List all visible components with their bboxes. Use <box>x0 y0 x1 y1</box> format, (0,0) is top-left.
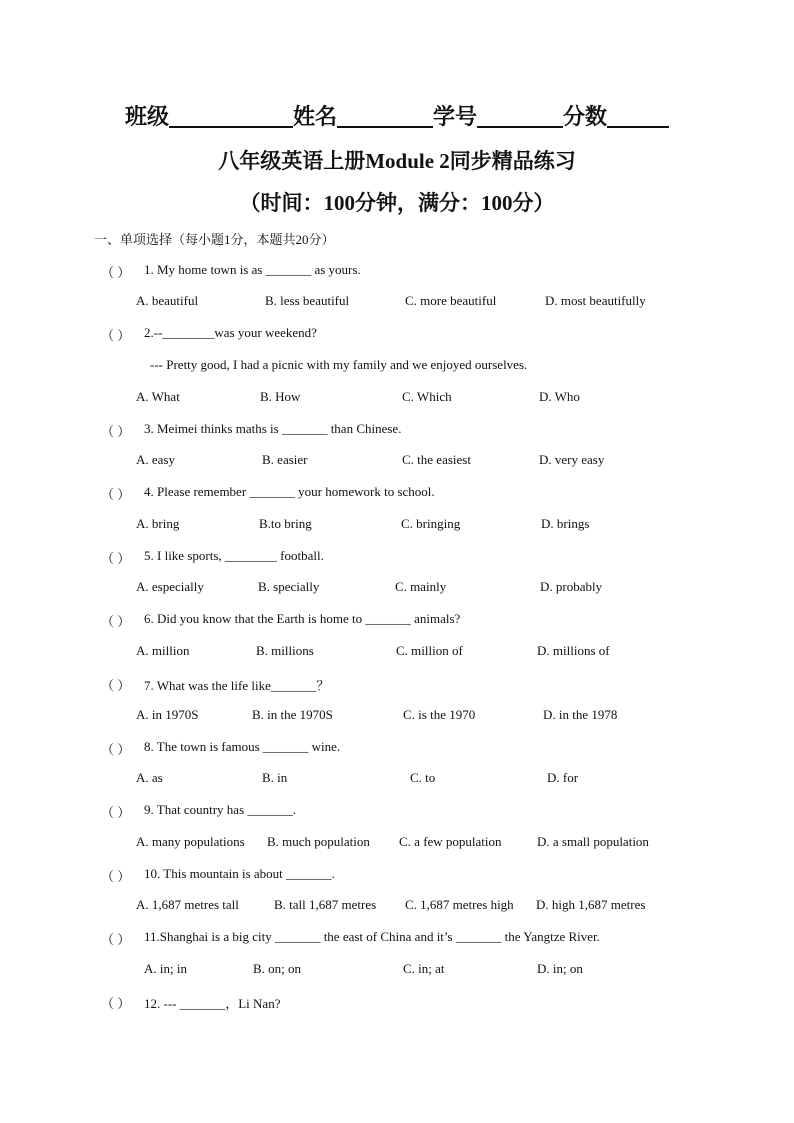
student-number-label: 学号 <box>433 104 478 129</box>
answer-paren[interactable]: （ ） <box>101 805 131 820</box>
page-title: 八年级英语上册Module 2同步精品练习 <box>218 149 576 173</box>
option-b[interactable]: B. much population <box>267 834 370 849</box>
option-a[interactable]: A. bring <box>136 516 180 531</box>
option-a[interactable]: A. especially <box>136 579 204 594</box>
answer-paren[interactable]: （ ） <box>101 487 131 502</box>
option-a[interactable]: A. What <box>136 389 180 404</box>
option-d[interactable]: D. probably <box>540 579 603 594</box>
option-b[interactable]: B. How <box>260 389 301 404</box>
question-text: 4. Please remember _______ your homework to school. <box>144 484 435 499</box>
option-c[interactable]: C. more beautiful <box>405 293 497 308</box>
student-info-fields <box>0 100 794 131</box>
class-blank[interactable] <box>169 104 293 128</box>
option-a[interactable]: A. million <box>136 643 190 658</box>
question-text: 2.--________was your weekend? <box>144 325 317 340</box>
option-d[interactable]: D. millions of <box>537 643 610 658</box>
option-d[interactable]: D. Who <box>539 389 580 404</box>
option-b[interactable]: B. easier <box>262 452 308 467</box>
option-c[interactable]: C. to <box>410 770 436 785</box>
question-text: 11.Shanghai is a big city _______ the east of China and it’s _______ the Yangtze River. <box>144 929 600 944</box>
option-d[interactable]: D. brings <box>541 516 590 531</box>
option-a[interactable]: A. many populations <box>136 834 245 849</box>
name-blank[interactable] <box>337 104 433 128</box>
option-d[interactable]: D. most beautifully <box>545 293 646 308</box>
section-heading: 一、单项选择（每小题1分，本题共20分） <box>94 232 335 247</box>
answer-paren[interactable]: （ ） <box>101 265 131 280</box>
option-a[interactable]: A. in 1970S <box>136 707 199 722</box>
score-label: 分数 <box>563 104 608 129</box>
answer-paren[interactable]: （ ） <box>101 551 131 566</box>
option-d[interactable]: D. in the 1978 <box>543 707 618 722</box>
answer-paren[interactable]: （ ） <box>101 996 131 1011</box>
option-d[interactable]: D. very easy <box>539 452 605 467</box>
option-d[interactable]: D. in; on <box>537 961 583 976</box>
question-text: 9. That country has _______. <box>144 802 297 817</box>
page-subtitle: （时间：100分钟，满分：100分） <box>239 191 555 215</box>
answer-paren[interactable]: （ ） <box>101 424 131 439</box>
option-b[interactable]: B.to bring <box>259 516 312 531</box>
question-text: 8. The town is famous _______ wine. <box>144 739 341 754</box>
option-c[interactable]: C. bringing <box>401 516 461 531</box>
reply-text: --- Pretty good, I had a picnic with my family and we enjoyed ourselves. <box>150 357 528 372</box>
option-d[interactable]: D. a small population <box>537 834 649 849</box>
option-c[interactable]: C. 1,687 metres high <box>405 897 514 912</box>
option-a[interactable]: A. in; in <box>144 961 187 976</box>
question-text: 3. Meimei thinks maths is _______ than Chinese. <box>144 421 402 436</box>
option-c[interactable]: C. the easiest <box>402 452 471 467</box>
answer-paren[interactable]: （ ） <box>101 869 131 884</box>
name-label: 姓名 <box>292 104 337 129</box>
option-c[interactable]: C. is the 1970 <box>403 707 476 722</box>
option-c[interactable]: C. mainly <box>395 579 447 594</box>
option-a[interactable]: A. beautiful <box>136 293 199 308</box>
question-text: 5. I like sports, ________ football. <box>144 548 324 563</box>
option-d[interactable]: D. for <box>547 770 579 785</box>
option-c[interactable]: C. a few population <box>399 834 502 849</box>
option-b[interactable]: B. millions <box>256 643 314 658</box>
question-text: 6. Did you know that the Earth is home to _______ animals? <box>144 611 461 626</box>
option-b[interactable]: B. in <box>262 770 288 785</box>
option-b[interactable]: B. tall 1,687 metres <box>274 897 377 912</box>
option-c[interactable]: C. in; at <box>403 961 445 976</box>
score-blank[interactable] <box>607 104 669 128</box>
class-label: 班级 <box>124 104 169 129</box>
answer-paren[interactable]: （ ） <box>101 678 131 693</box>
question-text: 12. --- _______，Li Nan? <box>144 996 281 1011</box>
option-a[interactable]: A. as <box>136 770 163 785</box>
option-d[interactable]: D. high 1,687 metres <box>536 897 646 912</box>
option-b[interactable]: B. in the 1970S <box>252 707 333 722</box>
option-b[interactable]: B. specially <box>258 579 320 594</box>
option-b[interactable]: B. less beautiful <box>265 293 350 308</box>
option-a[interactable]: A. easy <box>136 452 175 467</box>
answer-paren[interactable]: （ ） <box>101 328 131 343</box>
option-b[interactable]: B. on; on <box>253 961 302 976</box>
option-c[interactable]: C. million of <box>396 643 463 658</box>
answer-paren[interactable]: （ ） <box>101 932 131 947</box>
answer-paren[interactable]: （ ） <box>101 614 131 629</box>
option-a[interactable]: A. 1,687 metres tall <box>136 897 239 912</box>
question-text: 10. This mountain is about _______. <box>144 866 335 881</box>
student-number-blank[interactable] <box>477 104 563 128</box>
question-text: 7. What was the life like_______？ <box>144 678 330 693</box>
answer-paren[interactable]: （ ） <box>101 742 131 757</box>
option-c[interactable]: C. Which <box>402 389 452 404</box>
question-text: 1. My home town is as _______ as yours. <box>144 262 361 277</box>
